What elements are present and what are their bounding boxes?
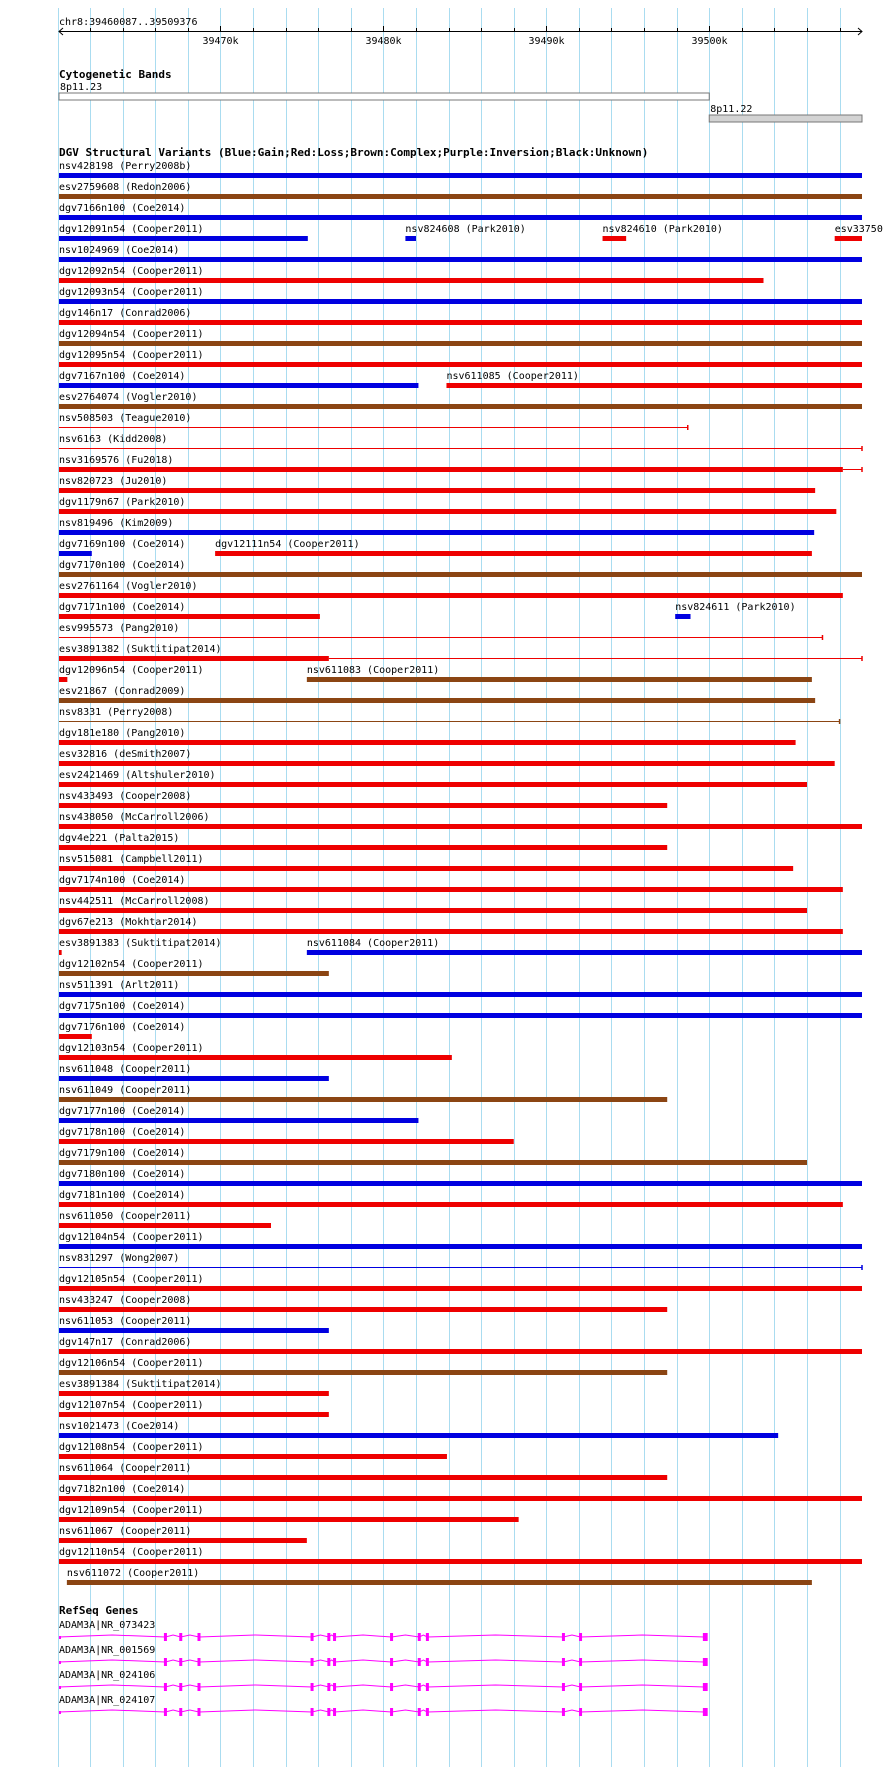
dgv-track[interactable] — [59, 161, 883, 1585]
gene-exon — [197, 1708, 200, 1716]
gene-exon — [562, 1708, 565, 1716]
variant-bar[interactable] — [59, 803, 667, 808]
variant-bar[interactable] — [59, 1181, 862, 1186]
gene-start — [59, 1686, 61, 1689]
variant-label[interactable]: nsv1024969 (Coe2014) — [59, 245, 180, 256]
variant-label[interactable]: esv32816 (deSmith2007) — [59, 749, 192, 760]
variant-bar[interactable] — [59, 509, 836, 514]
variant-bar[interactable] — [835, 236, 862, 241]
cytoband-label: 8p11.22 — [710, 104, 753, 115]
variant-bar[interactable] — [59, 887, 843, 892]
gene-exon — [311, 1683, 314, 1691]
variant-label[interactable]: nsv508503 (Teague2010) — [59, 413, 192, 424]
variant-bar[interactable] — [59, 1013, 862, 1018]
variant-bar[interactable] — [59, 278, 764, 283]
gene-exon — [327, 1708, 330, 1716]
variant-bar[interactable] — [59, 257, 862, 262]
gene-exon — [164, 1708, 167, 1716]
variant-label[interactable]: esv33750 — [834, 224, 883, 235]
gene-exon — [562, 1683, 565, 1691]
variant-bar[interactable] — [59, 593, 843, 598]
gene-exon — [426, 1633, 429, 1641]
variant-label[interactable]: esv995573 (Pang2010) — [59, 623, 180, 634]
variant-label[interactable]: dgv12103n54 (Cooper2011) — [59, 1043, 204, 1054]
variant-label[interactable]: dgv7170n100 (Coe2014) — [59, 560, 186, 571]
gene-exon — [426, 1683, 429, 1691]
variant-label[interactable]: dgv7176n100 (Coe2014) — [59, 1022, 186, 1033]
variant-label[interactable]: esv2759608 (Redon2006) — [59, 182, 192, 193]
gene-exon — [579, 1633, 582, 1641]
variant-bar[interactable] — [59, 1328, 329, 1333]
variant-label[interactable]: nsv611085 (Cooper2011) — [446, 371, 579, 382]
variant-bar[interactable] — [59, 1475, 667, 1480]
variant-label[interactable]: dgv12091n54 (Cooper2011) — [59, 224, 204, 235]
variant-bar[interactable] — [59, 782, 807, 787]
variant-bar[interactable] — [59, 1517, 519, 1522]
gene-exon — [197, 1658, 200, 1666]
variant-bar[interactable] — [59, 656, 329, 661]
gene-exon — [562, 1658, 565, 1666]
variant-label[interactable]: dgv7179n100 (Coe2014) — [59, 1148, 186, 1159]
variant-label[interactable]: nsv611067 (Cooper2011) — [59, 1526, 192, 1537]
variant-label[interactable]: dgv12092n54 (Cooper2011) — [59, 266, 204, 277]
cytoband[interactable] — [59, 93, 709, 100]
variant-label[interactable]: dgv7175n100 (Coe2014) — [59, 1001, 186, 1012]
variant-label[interactable]: dgv147n17 (Conrad2006) — [59, 1337, 192, 1348]
variant-label[interactable]: dgv7182n100 (Coe2014) — [59, 1484, 186, 1495]
ruler-tick-label: 39500k — [691, 36, 728, 47]
gene-exon — [426, 1658, 429, 1666]
refseq-track-title: RefSeq Genes — [59, 1604, 139, 1617]
gene-exon — [579, 1683, 582, 1691]
variant-label[interactable]: nsv824610 (Park2010) — [602, 224, 723, 235]
variant-bar[interactable] — [59, 530, 814, 535]
variant-label[interactable]: dgv12110n54 (Cooper2011) — [59, 1547, 204, 1558]
variant-label[interactable]: esv3891383 (Suktitipat2014) — [59, 938, 222, 949]
variant-label[interactable]: nsv611050 (Cooper2011) — [59, 1211, 192, 1222]
gene-exon — [390, 1633, 393, 1641]
variant-label[interactable]: dgv12093n54 (Cooper2011) — [59, 287, 204, 298]
ruler-tick-label: 39480k — [365, 36, 402, 47]
variant-bar[interactable] — [59, 824, 862, 829]
variant-label[interactable]: dgv12109n54 (Cooper2011) — [59, 1505, 204, 1516]
gene-exon — [333, 1708, 336, 1716]
variant-bar[interactable] — [59, 1097, 667, 1102]
variant-bar[interactable] — [59, 761, 835, 766]
variant-bar[interactable] — [59, 215, 862, 220]
position-ruler[interactable] — [59, 26, 862, 47]
variant-label[interactable]: nsv442511 (McCarroll2008) — [59, 896, 210, 907]
variant-bar[interactable] — [59, 1223, 271, 1228]
variant-label[interactable]: dgv12105n54 (Cooper2011) — [59, 1274, 204, 1285]
gene-exon — [197, 1683, 200, 1691]
variant-label[interactable]: nsv1021473 (Coe2014) — [59, 1421, 180, 1432]
gene-exon — [390, 1708, 393, 1716]
gene-exon — [164, 1683, 167, 1691]
gene-exon — [164, 1658, 167, 1666]
variant-bar[interactable] — [446, 383, 862, 388]
gene-label[interactable]: ADAM3A|NR_001569 — [59, 1645, 156, 1656]
variant-bar[interactable] — [59, 320, 862, 325]
variant-bar[interactable] — [59, 572, 862, 577]
variant-bar[interactable] — [59, 1160, 807, 1165]
variant-label[interactable]: dgv7169n100 (Coe2014) — [59, 539, 186, 550]
variant-label[interactable]: esv21867 (Conrad2009) — [59, 686, 186, 697]
variant-label[interactable]: nsv8331 (Perry2008) — [59, 707, 174, 718]
gene-exon — [311, 1658, 314, 1666]
variant-label[interactable]: nsv3169576 (Fu2018) — [59, 455, 174, 466]
variant-label[interactable]: dgv12111n54 (Cooper2011) — [215, 539, 360, 550]
gene-exon — [579, 1708, 582, 1716]
variant-label[interactable]: dgv12106n54 (Cooper2011) — [59, 1358, 204, 1369]
variant-label[interactable]: esv3891384 (Suktitipat2014) — [59, 1379, 222, 1390]
gene-exon — [197, 1633, 200, 1641]
gene-label[interactable]: ADAM3A|NR_073423 — [59, 1620, 156, 1631]
gene-exon — [179, 1708, 182, 1716]
variant-label[interactable]: nsv6163 (Kidd2008) — [59, 434, 168, 445]
gene-exon — [390, 1683, 393, 1691]
variant-label[interactable]: esv2764074 (Vogler2010) — [59, 392, 198, 403]
ruler-tick-label: 39470k — [202, 36, 239, 47]
variant-bar[interactable] — [405, 236, 416, 241]
variant-label[interactable]: dgv12095n54 (Cooper2011) — [59, 350, 204, 361]
variant-label[interactable]: dgv7166n100 (Coe2014) — [59, 203, 186, 214]
coordinate-label: chr8:39460087..39509376 — [59, 17, 198, 28]
gene-label[interactable]: ADAM3A|NR_024106 — [59, 1670, 156, 1681]
variant-bar[interactable] — [675, 614, 690, 619]
variant-bar[interactable] — [59, 488, 815, 493]
variant-label[interactable]: nsv611084 (Cooper2011) — [306, 938, 440, 949]
variant-bar[interactable] — [59, 677, 67, 682]
gene-exon — [333, 1683, 336, 1691]
variant-bar[interactable] — [59, 404, 862, 409]
ruler-tick-label: 39490k — [528, 36, 565, 47]
variant-label[interactable]: nsv611072 (Cooper2011) — [66, 1568, 200, 1579]
variant-bar[interactable] — [59, 299, 862, 304]
gene-exon — [704, 1658, 708, 1666]
gene-exon — [311, 1633, 314, 1641]
variant-bar[interactable] — [59, 1433, 778, 1438]
variant-label[interactable]: dgv67e213 (Mokhtar2014) — [59, 917, 198, 928]
variant-bar[interactable] — [59, 1034, 92, 1039]
variant-label[interactable]: dgv12102n54 (Cooper2011) — [59, 959, 204, 970]
cytoband-track[interactable] — [59, 82, 862, 122]
variant-bar[interactable] — [59, 1076, 329, 1081]
variant-label[interactable]: dgv7181n100 (Coe2014) — [59, 1190, 186, 1201]
variant-bar[interactable] — [59, 992, 862, 997]
variant-label[interactable]: nsv824608 (Park2010) — [405, 224, 526, 235]
gene-start — [59, 1711, 61, 1714]
cytoband-track-title: Cytogenetic Bands — [59, 68, 172, 81]
gene-exon — [390, 1658, 393, 1666]
variant-label[interactable]: dgv4e221 (Palta2015) — [59, 833, 180, 844]
variant-bar[interactable] — [59, 194, 862, 199]
variant-label[interactable]: nsv831297 (Wong2007) — [59, 1253, 180, 1264]
variant-bar[interactable] — [59, 1349, 862, 1354]
variant-label[interactable]: dgv7180n100 (Coe2014) — [59, 1169, 186, 1180]
variant-bar[interactable] — [59, 845, 667, 850]
gene-exon — [179, 1658, 182, 1666]
variant-bar[interactable] — [59, 908, 807, 913]
variant-bar[interactable] — [59, 1496, 862, 1501]
variant-bar[interactable] — [59, 467, 843, 472]
variant-label[interactable]: dgv12094n54 (Cooper2011) — [59, 329, 204, 340]
variant-bar[interactable] — [59, 551, 92, 556]
gene-exon — [418, 1683, 421, 1691]
gene-exon — [327, 1683, 330, 1691]
variant-label[interactable]: nsv433247 (Cooper2008) — [59, 1295, 192, 1306]
variant-bar[interactable] — [59, 866, 793, 871]
variant-label[interactable]: dgv7178n100 (Coe2014) — [59, 1127, 186, 1138]
gene-exon — [311, 1708, 314, 1716]
variant-bar[interactable] — [59, 1412, 329, 1417]
variant-label[interactable]: nsv611048 (Cooper2011) — [59, 1064, 192, 1075]
variant-bar[interactable] — [307, 950, 862, 955]
gene-exon — [704, 1633, 708, 1641]
variant-label[interactable]: dgv7177n100 (Coe2014) — [59, 1106, 186, 1117]
variant-label[interactable]: nsv611064 (Cooper2011) — [59, 1463, 192, 1474]
gene-exon — [333, 1633, 336, 1641]
gene-exon — [562, 1633, 565, 1641]
variant-label[interactable]: nsv511391 (Arlt2011) — [59, 980, 180, 991]
gene-exon — [179, 1683, 182, 1691]
variant-label[interactable]: dgv146n17 (Conrad2006) — [59, 308, 192, 319]
variant-label[interactable]: nsv611049 (Cooper2011) — [59, 1085, 192, 1096]
variant-bar[interactable] — [59, 1286, 862, 1291]
variant-bar[interactable] — [59, 1307, 667, 1312]
variant-label[interactable]: nsv611083 (Cooper2011) — [306, 665, 440, 676]
variant-bar[interactable] — [59, 1244, 862, 1249]
variant-bar[interactable] — [215, 551, 812, 556]
gene-exon — [418, 1633, 421, 1641]
variant-bar[interactable] — [59, 929, 843, 934]
variant-bar[interactable] — [67, 1580, 812, 1585]
variant-bar[interactable] — [59, 1391, 329, 1396]
variant-bar[interactable] — [59, 1118, 418, 1123]
gene-exon — [164, 1633, 167, 1641]
variant-bar[interactable] — [59, 1370, 667, 1375]
variant-label[interactable]: nsv438050 (McCarroll2006) — [59, 812, 210, 823]
variant-label[interactable]: esv3891382 (Suktitipat2014) — [59, 644, 222, 655]
variant-label[interactable]: nsv824611 (Park2010) — [675, 602, 796, 613]
gene-exon — [579, 1658, 582, 1666]
gene-exon — [333, 1658, 336, 1666]
variant-label[interactable]: dgv1179n67 (Park2010) — [59, 497, 186, 508]
variant-bar[interactable] — [59, 173, 862, 178]
gene-exon — [426, 1708, 429, 1716]
variant-bar[interactable] — [59, 236, 308, 241]
variant-label[interactable]: nsv611053 (Cooper2011) — [59, 1316, 192, 1327]
gene-exon — [418, 1708, 421, 1716]
variant-bar[interactable] — [59, 1202, 843, 1207]
variant-label[interactable]: dgv7174n100 (Coe2014) — [59, 875, 186, 886]
cytoband[interactable] — [709, 115, 862, 122]
gene-exon — [327, 1633, 330, 1641]
variant-label[interactable]: dgv7167n100 (Coe2014) — [59, 371, 186, 382]
gene-start — [59, 1661, 61, 1664]
variant-bar[interactable] — [59, 1139, 514, 1144]
variant-label[interactable]: nsv819496 (Kim2009) — [59, 518, 174, 529]
variant-bar[interactable] — [59, 1538, 307, 1543]
variant-label[interactable]: nsv515081 (Campbell2011) — [59, 854, 204, 865]
variant-label[interactable]: dgv12108n54 (Cooper2011) — [59, 1442, 204, 1453]
variant-bar[interactable] — [59, 1055, 452, 1060]
gene-exon — [704, 1683, 708, 1691]
variant-label[interactable]: nsv433493 (Cooper2008) — [59, 791, 192, 802]
gene-exon — [418, 1658, 421, 1666]
variant-bar[interactable] — [59, 383, 418, 388]
variant-label[interactable]: dgv12096n54 (Cooper2011) — [59, 665, 204, 676]
variant-label[interactable]: esv2421469 (Altshuler2010) — [59, 770, 216, 781]
variant-bar[interactable] — [603, 236, 627, 241]
variant-label[interactable]: dgv12107n54 (Cooper2011) — [59, 1400, 204, 1411]
variant-bar[interactable] — [59, 1559, 862, 1564]
variant-bar[interactable] — [59, 341, 862, 346]
variant-bar[interactable] — [59, 1454, 447, 1459]
gene-exon — [704, 1708, 708, 1716]
variant-label[interactable]: esv2761164 (Vogler2010) — [59, 581, 198, 592]
gene-exon — [327, 1658, 330, 1666]
variant-label[interactable]: dgv181e180 (Pang2010) — [59, 728, 186, 739]
variant-bar[interactable] — [59, 698, 815, 703]
dgv-track-title: DGV Structural Variants (Blue:Gain;Red:Loss;Brown:Complex;Purple:Inversion;Black:Unknown) — [59, 146, 649, 159]
cytoband-label: 8p11.23 — [60, 82, 103, 93]
variant-bar[interactable] — [307, 677, 812, 682]
variant-label[interactable]: dgv12104n54 (Cooper2011) — [59, 1232, 204, 1243]
variant-bar[interactable] — [59, 614, 320, 619]
variant-bar[interactable] — [59, 971, 329, 976]
gene-exon — [179, 1633, 182, 1641]
variant-bar[interactable] — [59, 740, 796, 745]
gene-start — [59, 1636, 61, 1639]
variant-bar[interactable] — [59, 362, 862, 367]
gene-label[interactable]: ADAM3A|NR_024107 — [59, 1695, 156, 1706]
variant-label[interactable]: dgv7171n100 (Coe2014) — [59, 602, 186, 613]
variant-label[interactable]: nsv428198 (Perry2008b) — [59, 161, 192, 172]
variant-label[interactable]: nsv820723 (Ju2010) — [59, 476, 168, 487]
variant-bar[interactable] — [59, 950, 62, 955]
